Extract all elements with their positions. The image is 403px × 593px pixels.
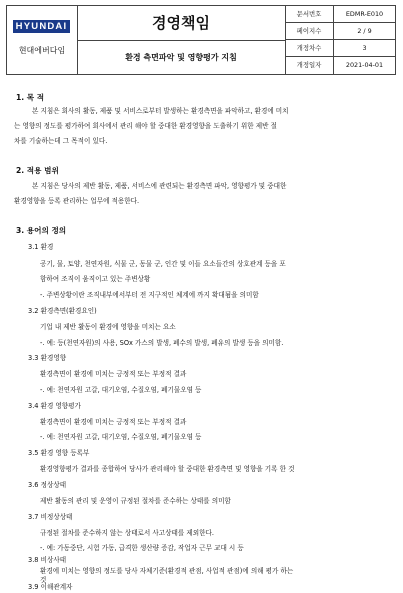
meta-row-revision [285,40,395,57]
meta-label: 문서번호 [285,6,334,23]
meta-row-doc-number [285,6,395,23]
meta-value: 2 / 9 [357,27,372,35]
definition-text: 환경측면이 환경에 미치는 긍정적 또는 부정적 결과 [40,370,187,378]
meta-value: 2021-04-01 [345,61,384,69]
definition-term: 3.9 이해관계자 [28,583,73,591]
meta-row-revision-date [285,57,395,74]
definition-text: 공기, 물, 토양, 천연자원, 식물 군, 동물 군, 인간 및 이들 요소들간의 상호관계 등을 포 [40,260,286,268]
paragraph-line: 는 영향의 정도를 평가하여 회사에서 관리 해야 할 중대한 환경영향을 도출하기 위한 제반 절 [14,122,277,130]
title-cell [77,6,286,74]
definition-note: -. 주변상황이란 조직내부에서부터 전 지구적인 체계에 까지 확대됨을 의미함 [40,291,259,299]
definition-term: 3.4 환경 영향평가 [28,402,81,410]
meta-value: 3 [362,44,367,52]
company-name: 현대에버다임 [18,46,66,55]
logo-cell [7,6,78,74]
definition-term: 3.2 환경측면(환경요인) [28,307,97,315]
definition-text: 규정된 절차를 준수하지 않는 상태로서 사고상태를 제외한다. [40,529,214,537]
logo-text: HYUNDAI [15,21,68,32]
definition-term: 3.3 환경영향 [28,354,67,362]
paragraph-line: 본 지침은 당사의 제반 활동, 제품, 서비스에 관련되는 환경측면 파악, 영향평가 및 중대한 [32,182,287,190]
definition-term: 3.1 환경 [28,243,54,251]
document-header [6,5,396,75]
definition-text: 환경에 미치는 영향의 정도를 당사 자체기준(환경적 관점, 사업적 관점)에 의해 평가 하는 [40,567,294,575]
definition-term: 3.8 비상사태 [28,556,67,564]
definition-text: 기업 내 제반 활동이 환경에 영향을 미치는 요소 [40,323,176,331]
section-heading-scope: 2. 적용 범위 [16,166,59,175]
definition-note: -. 예: 가동중단, 시험 가동, 급격한 생산량 증감, 작업자 근무 교대 시 등 [40,544,244,552]
definition-text: 제반 활동의 관리 및 운영이 규정된 절차를 준수하는 상태를 의미함 [40,497,231,505]
definition-term: 3.7 비정상상태 [28,513,73,521]
hyundai-logo [13,20,70,33]
meta-label: 개정일자 [285,57,334,74]
meta-label: 개정차수 [285,40,334,57]
document-subtitle: 환경 측면파악 및 영향평가 지침 [125,53,237,62]
definition-note: -. 예: 천연자원 고갈, 대기오염, 수질오염, 폐기물오염 등 [40,386,202,394]
section-heading-purpose: 1. 목 적 [16,93,45,102]
definition-note: -. 예: 천연자원 고갈, 대기오염, 수질오염, 폐기물오염 등 [40,433,202,441]
definition-text: 함하여 조직이 움직이고 있는 주변상황 [40,275,151,283]
meta-label: 페이지수 [285,23,334,40]
meta-value: EDMR-E010 [345,10,384,18]
definition-text: 환경측면이 환경에 미치는 긍정적 또는 부정적 결과 [40,418,187,426]
definition-text: 것 [40,576,47,584]
paragraph-line: 본 지침은 회사의 활동, 제품 및 서비스로부터 발생하는 환경측면을 파악하고, 환경에 미치 [32,107,289,115]
definition-term: 3.5 환경 영향 등록부 [28,449,90,457]
section-heading-definitions: 3. 용어의 정의 [16,226,67,235]
paragraph-line: 차를 기술하는데 그 목적이 있다. [14,137,108,145]
document-title: 경영책임 [77,6,285,41]
definition-note: -. 예: 등(천연자원)의 사용, SOx 가스의 발생, 폐수의 발생, 폐유의 발생 등을 의미함. [40,339,284,347]
definition-term: 3.6 정상상태 [28,481,67,489]
definition-text: 환경영향평가 결과를 종합하여 당사가 관리해야 할 중대한 환경측면 및 영향을 기록 한 것 [40,465,295,473]
meta-row-page-count [285,23,395,40]
paragraph-line: 환경영향을 등록 관리하는 업무에 적용한다. [14,197,140,205]
meta-table [285,6,395,74]
